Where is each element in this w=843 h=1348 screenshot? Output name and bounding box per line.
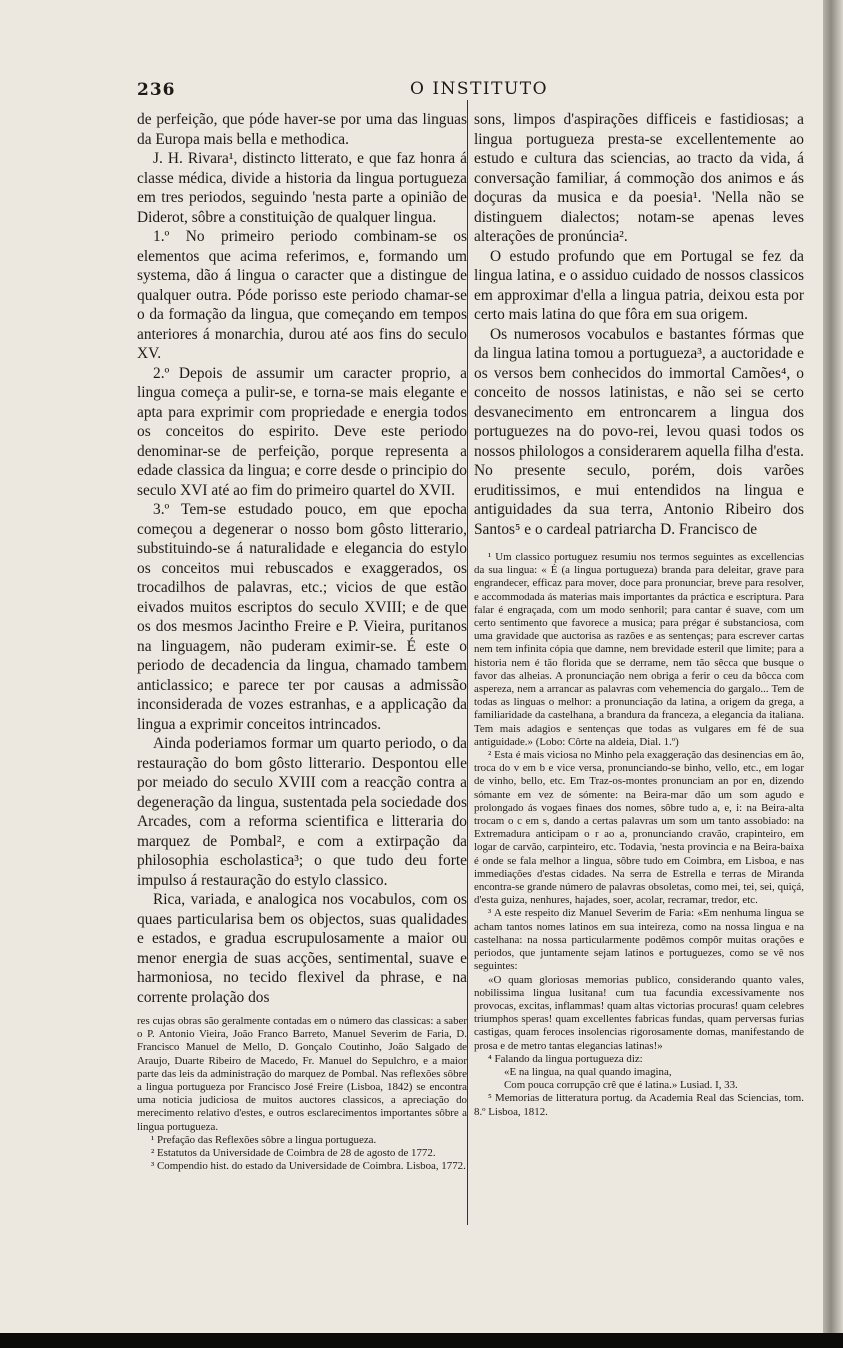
paragraph: Ainda poderiamos formar um quarto periodo, o da restauração do bom gôsto litterario. Despontou elle por meiado do seculo XVIII com a reacção contra a degeneração da lingua, sustentada pela sociedade dos Arcades, com a reforma scientifica e litteraria do marquez de Pombal², e com a extirpação da philosophia escholastica³; o que tudo deu forte impulso á restauração do estylo classico. (137, 735, 467, 889)
paragraph: 2.º Depois de assumir um caracter proprio, a lingua começa a pulir-se, e torna-se mais elegante e apta para exprimir com propriedade e energia todos os conceitos do espirito. Deve este periodo denominar-se de perfeição, porque representa a edade classica da lingua; e corre desde o principio do seculo XVI até ao fim do primeiro quartel do XVII. (137, 364, 467, 499)
page-number: 236 (137, 80, 176, 100)
footnote: ¹ Um classico portuguez resumiu nos termos seguintes as excellencias da sua lingua: « É (a lingua portugueza) branda para deleitar, grave para engrandecer, efficaz para mover, doce para pronunciar, breve para resolver, e accommodada ás materias mais importantes da práctica e escriptura. Para falar é engraçada, com um modo senhoril; para cantar é suave, com um certo sentimento que favorece a musica; para prégar é substanciosa, com uma gravidade que auctorisa as razões e as sentenças; para escrever cartas nem tem infinita cópia que damne, nem brevidade esteril que limite; para a historia nem é tão florida que se derrame, nem tão sêcca que busque o favor das alheias. A pronunciação nem obriga a ferir o ceu da bôcca com aspereza, nem a arrancar as palavras com vehemencia do gargalo... Tem de todas as linguas o melhor: a pronunciação da latina, a origem da grega, a familiaridade da castelhana, a brandura da franceza, a elegancia da italiana. Tem mais adagios e sentenças que todas as vulgares em fé de sua antiguidade.» (Lobo: Côrte na aldeia, Dial. 1.º) (474, 551, 804, 748)
footnote: ² Esta é mais viciosa no Minho pela exaggeração das desinencias em ão, troca do v em b e vice versa, pronunciando-se binho, vello, etc., em logar de vinho, bello, etc. Em Traz-os-montes pronunciam an por en, dizendo sómante em vez de sómente: na Beira-mar dão um som agudo e prolongado ás vogaes finaes dos nomes, sôbre tudo a, e, i: na Beira-alta trocam o c em s, dando a certas palavras um som um tanto assobiado: na Extremadura anticipam o r ao a, pronunciando cravão, crapinteiro, em logar de carvão, carpinteiro, etc. Todavia, 'nesta provincia e na Beira-baixa é onde se fala melhor a lingua, sôbre tudo em Coimbra, em Lisboa, e nas immediações d'estas cidades. Na serra de Estrella e terras de Miranda encontra-se grande número de palavras obsoletas, como mei, tei, sei, quiçá, d'esta guiza, nenhures, hajades, soer, acolar, recramar, tredor, etc. (474, 749, 804, 907)
left-footnotes (137, 1015, 467, 1173)
verse-line: «E na lingua, na qual quando imagina, (504, 1065, 672, 1078)
paragraph: J. H. Rivara¹, distincto litterato, e que faz honra á classe médica, divide a historia da lingua portugueza em tres periodos, seguindo 'nesta parte a opinião de Diderot, sôbre a constituição de qualquer lingua. (137, 150, 467, 226)
paragraph: O estudo profundo que em Portugal se fez da lingua latina, e o assiduo cuidado de nossos classicos em approximar d'ella a lingua patria, deixou esta por certo mais latina do que fôra em sua origem. (474, 247, 804, 323)
footnote: ⁵ Memorias de litteratura portug. da Academia Real das Sciencias, tom. 8.º Lisboa, 1812. (474, 1092, 804, 1118)
verse-line: Com pouca corrupção crê que é latina.» Lusiad. I, 33. (504, 1079, 738, 1092)
footnote: ³ A este respeito diz Manuel Severim de Faria: «Em nenhuma lingua se acham tantos nomes latinos em sua inteireza, como na nossa lingua e na castelhana: na nossa particularmente podêmos compôr muitas orações e periodos, que juntamente sejam latinos e portuguezes, como se vê nos seguintes: (474, 907, 804, 973)
column-divider (467, 100, 468, 1225)
right-body-text (474, 110, 804, 539)
paragraph: Rica, variada, e analogica nos vocabulos, com os quaes particularisa bem os objectos, suas qualidades e estados, e gradua escrupulosamente a maior ou menor energia de suas acções, sentimental, suave e harmoniosa, no tecido flexivel da phrase, e na corrente prolação dos (137, 891, 467, 1006)
paragraph: 3.º Tem-se estudado pouco, em que epocha começou a degenerar o nosso bom gôsto litterario, substituindo-se á naturalidade e elegancia do estylo os conceitos mui rebuscados e exaggerados, os trocadilhos de palavras, etc.; vicios de que estão eivados muitos escriptos do seculo XVIII; e de que os dos mesmos Jacintho Freire e P. Vieira, puritanos na linguagem, não puderam eximir-se. É este o periodo de decadencia da lingua, chamado tambem anticlassico; e parece ter por causas a admissão inconsiderada de vozes estranhas, e a applicação da lingua a exprimir conceitos intrincados. (137, 501, 467, 733)
scan-bottom-border (0, 1333, 843, 1348)
footnote: ⁴ Falando da lingua portugueza diz: (488, 1052, 643, 1065)
right-column (474, 110, 804, 1119)
page-edge-shadow (823, 0, 843, 1348)
footnote-quote: «O quam gloriosas memorias publico, considerando quanto vales, nobilissima lingua lusitana! cum tua facundia excessivamente nos provocas, excitas, inflammas! quam altas victorias procuras! quam celebres triumphos speras! quam excellentes fabricas fundas, quam perversas furias castigas, quam feroces insolencias rigorosamente domas, manifestando de prosa e de metro tantas elegancias latinas!» (474, 973, 804, 1052)
running-title: O INSTITUTO (410, 79, 549, 99)
paragraph: sons, limpos d'aspirações difficeis e fastidiosas; a lingua portugueza presta-se excellentemente ao estudo e cultura das sciencias, ao tracto da vida, á conversação familiar, á commoção dos animos e ás doçuras da musica e da poesia¹. 'Nella não se distinguem dialectos; notam-se apenas leves alterações de pronúncia². (474, 111, 804, 245)
paragraph: 1.º No primeiro periodo combinam-se os elementos que acima referimos, e, formando um systema, dão á lingua o caracter que a distingue de qualquer outra. Póde porisso este periodo chamar-se o da formação da lingua, que começando em tempos anteriores á monarchia, durou até aos fins do seculo XV. (137, 228, 467, 362)
paragraph: Os numerosos vocabulos e bastantes fórmas que da lingua latina tomou a portugueza³, a auctoridade e os versos bem conhecidos do immortal Camões⁴, o conceito de nossos latinistas, e não sei se certo desvanecimento em entroncarem a lingua dos portuguezes na do povo-rei, levou quasi todos os nossos philologos a considerarem aquella filha d'esta. No presente seculo, porém, dois varões eruditissimos, e mui entendidos na lingua e antiguidades da sua terra, Antonio Ribeiro dos Santos⁵ e o cardeal patriarcha D. Francisco de (474, 325, 804, 538)
paragraph: de perfeição, que póde haver-se por uma das linguas da Europa mais bella e methodica. (137, 111, 467, 148)
footnote: ¹ Prefação das Reflexões sôbre a lingua portugueza. (151, 1133, 377, 1146)
left-body-text (137, 110, 467, 1007)
left-column (137, 110, 467, 1173)
footnote: res cujas obras são geralmente contadas em o número das classicas: a saber o P. Antonio Vieira, João Franco Barreto, Manuel Severim de Faria, D. Francisco Manuel de Mello, D. Gonçalo Coutinho, João Salgado de Araujo, Duarte Ribeiro de Macedo, Fr. Manuel do Sepulchro, e a maior parte das leis da administração do marquez de Pombal. Nas reflexões sôbre a lingua portugueza por Francisco José Freire (Lisboa, 1842) se encontra uma noticia judiciosa de muitos auctores classicos, a apreciação do merecimento relativo d'estes, e outros esclarecimentos importantes sôbre a lingua portugueza. (137, 1015, 467, 1133)
footnote: ² Estatutos da Universidade de Coimbra de 28 de agosto de 1772. (151, 1147, 436, 1160)
footnote: ³ Compendio hist. do estado da Universidade de Coimbra. Lisboa, 1772. (151, 1160, 466, 1173)
right-footnotes (474, 551, 804, 1119)
